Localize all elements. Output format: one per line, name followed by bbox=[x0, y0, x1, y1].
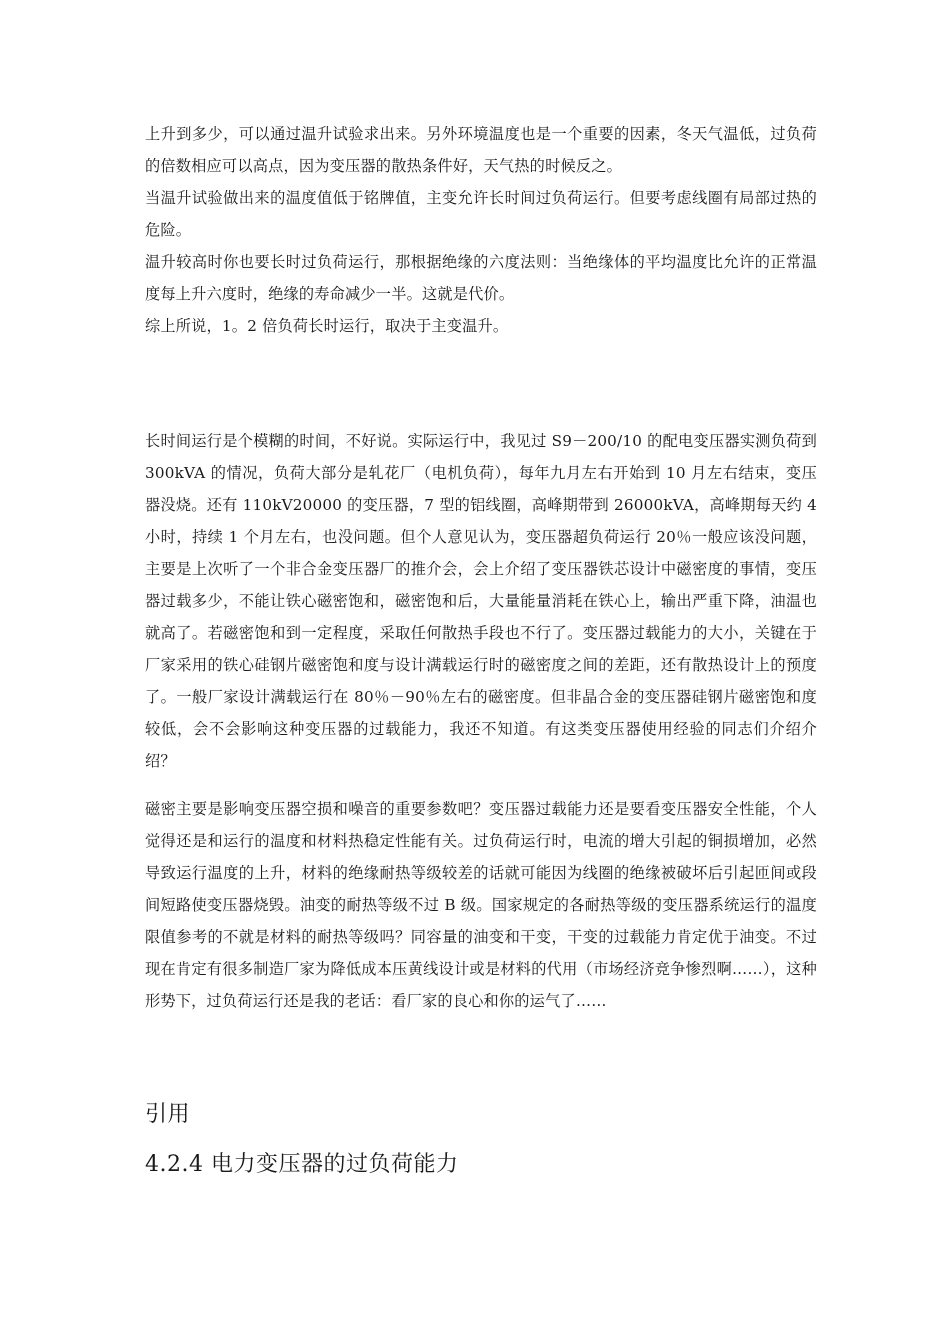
section-temperature-rise bbox=[145, 118, 817, 342]
section-magnetic-density bbox=[145, 793, 817, 1017]
paragraph: 温升较高时你也要长时过负荷运行，那根据绝缘的六度法则：当绝缘体的平均温度比允许的正常温度每上升六度时，绝缘的寿命减少一半。这就是代价。 bbox=[145, 253, 817, 303]
paragraph: 长时间运行是个模糊的时间，不好说。实际运行中，我见过 S9－200/10 的配电变压器实测负荷到 300kVA 的情况，负荷大部分是轧花厂（电机负荷），每年九月左右开始到 10 月左右结束，变压器没烧。还有 110kV20000 的变压器，7 型的铝线圈，高峰期带到 26000kVA，高峰期每天约 4 小时，持续 1 个月左右，也没问题。但个人意见认为，变压器超负荷运行 20％一般应该没问题，主要是上次听了一个非合金变压器厂的推介会，会上介绍了变压器铁芯设计中磁密度的事情，变压器过载多少，不能让铁心磁密饱和，磁密饱和后，大量能量消耗在铁心上，输出严重下降，油温也就高了。若磁密饱和到一定程度，采取任何散热手段也不行了。变压器过载能力的大小，关键在于厂家采用的铁心硅钢片磁密饱和度与设计满载运行时的磁密度之间的差距，还有散热设计上的预度了。一般厂家设计满载运行在 80％－90％左右的磁密度。但非晶合金的变压器硅钢片磁密饱和度较低，会不会影响这种变压器的过载能力，我还不知道。有这类变压器使用经验的同志们介绍介绍？ bbox=[145, 432, 817, 770]
paragraph: 当温升试验做出来的温度值低于铭牌值，主变允许长时间过负荷运行。但要考虑线圈有局部过热的危险。 bbox=[145, 189, 817, 239]
paragraph: 综上所说，1。2 倍负荷长时运行，取决于主变温升。 bbox=[145, 317, 509, 335]
paragraph: 磁密主要是影响变压器空损和噪音的重要参数吧？变压器过载能力还是要看变压器安全性能，个人觉得还是和运行的温度和材料热稳定性能有关。过负荷运行时，电流的增大引起的铜损增加，必然导致运行温度的上升，材料的绝缘耐热等级较差的话就可能因为线圈的绝缘被破坏后引起匝间或段间短路使变压器烧毁。油变的耐热等级不过 B 级。国家规定的各耐热等级的变压器系统运行的温度限值参考的不就是材料的耐热等级吗？同容量的油变和干变，干变的过载能力肯定优于油变。不过现在肯定有很多制造厂家为降低成本压黄线设计或是材料的代用（市场经济竞争惨烈啊……），这种形势下，过负荷运行还是我的老话：看厂家的良心和你的运气了…… bbox=[145, 800, 817, 1010]
section-heading: 4.2.4 电力变压器的过负荷能力 bbox=[145, 1152, 459, 1177]
quote-heading: 引用 bbox=[145, 1102, 191, 1127]
paragraph: 上升到多少，可以通过温升试验求出来。另外环境温度也是一个重要的因素，冬天气温低，过负荷的倍数相应可以高点，因为变压器的散热条件好，天气热的时候反之。 bbox=[145, 125, 817, 175]
section-long-time-operation bbox=[145, 425, 817, 777]
